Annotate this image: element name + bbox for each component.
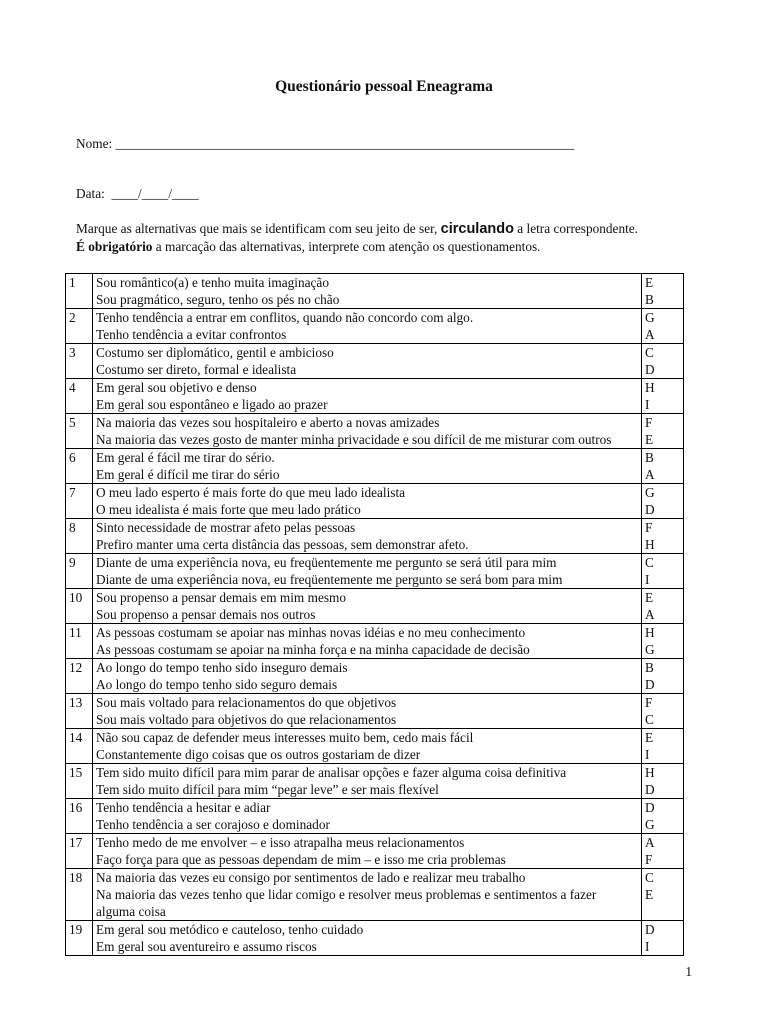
question-row [66,274,684,309]
name-blank: _____________________________________________________________________ [115,136,575,151]
answer-letter[interactable]: G [645,642,655,657]
option-text: Tenho tendência a evitar confrontos [96,327,287,342]
answer-letter[interactable]: F [645,520,653,535]
question-options [93,694,642,729]
option-text: Em geral é fácil me tirar do sério. [96,450,275,465]
answer-letter[interactable]: H [645,625,655,640]
question-number: 8 [66,519,93,554]
question-row [66,554,684,589]
question-options [93,921,642,956]
option-text: Na maioria das vezes gosto de manter minha privacidade e sou difícil de me misturar com outros [96,432,612,447]
answer-letter[interactable]: F [645,415,653,430]
question-options [93,519,642,554]
answer-letter[interactable]: E [645,275,654,290]
question-row [66,694,684,729]
question-row [66,379,684,414]
question-options [93,449,642,484]
answer-letter[interactable]: I [645,397,650,412]
option-text: Diante de uma experiência nova, eu freqüentemente me pergunto se será útil para mim [96,555,557,570]
question-number: 12 [66,659,93,694]
answer-letter[interactable]: H [645,537,655,552]
answer-letters [642,484,684,519]
question-number: 15 [66,764,93,799]
answer-letter[interactable]: D [645,502,655,517]
answer-letter[interactable]: D [645,362,655,377]
answer-letter[interactable]: B [645,450,654,465]
option-text: Tem sido muito difícil para mim parar de analisar opções e fazer alguma coisa definitiva [96,765,567,780]
question-row [66,589,684,624]
question-number: 6 [66,449,93,484]
question-row [66,799,684,834]
obligatory-text: a marcação das alternativas, interprete com atenção os questionamentos. [152,239,541,254]
instructions-line-1 [76,221,638,237]
option-text: Tenho tendência a hesitar e adiar [96,800,271,815]
answer-letters [642,344,684,379]
question-options [93,379,642,414]
option-text: Constantemente digo coisas que os outros gostariam de dizer [96,747,421,762]
option-text: Tenho tendência a entrar em conflitos, quando não concordo com algo. [96,310,474,325]
question-options [93,799,642,834]
option-text: As pessoas costumam se apoiar na minha força e na minha capacidade de decisão [96,642,530,657]
question-number: 4 [66,379,93,414]
answer-letter[interactable]: C [645,555,654,570]
option-text: As pessoas costumam se apoiar nas minhas novas idéias e no meu conhecimento [96,625,526,640]
answer-letter[interactable]: E [645,432,654,447]
option-text: Ao longo do tempo tenho sido seguro demais [96,677,338,692]
answer-letters [642,694,684,729]
page-title: Questionário pessoal Eneagrama [275,78,493,95]
date-field[interactable] [76,186,199,202]
option-text: O meu idealista é mais forte que meu lado prático [96,502,361,517]
question-options [93,554,642,589]
questionnaire-table [65,273,684,956]
answer-letter[interactable]: I [645,939,650,954]
question-number: 5 [66,414,93,449]
answer-letter[interactable]: C [645,345,654,360]
answer-letter[interactable]: F [645,695,653,710]
answer-letters [642,764,684,799]
answer-letter[interactable]: G [645,485,655,500]
question-options [93,729,642,764]
answer-letters [642,834,684,869]
date-label: Data: [76,186,105,201]
answer-letters [642,799,684,834]
question-number: 9 [66,554,93,589]
option-text: Sou romântico(a) e tenho muita imaginação [96,275,329,290]
answer-letter[interactable]: D [645,800,655,815]
answer-letters [642,869,684,921]
answer-letter[interactable]: F [645,852,653,867]
answer-letter[interactable]: I [645,572,650,587]
answer-letters [642,659,684,694]
question-options [93,344,642,379]
question-options [93,764,642,799]
question-options [93,414,642,449]
option-text: Faço força para que as pessoas dependam de mim – e isso me cria problemas [96,852,506,867]
question-row [66,449,684,484]
question-row [66,764,684,799]
answer-letter[interactable]: E [645,730,654,745]
date-blank: ____/____/____ [111,186,199,201]
question-options [93,834,642,869]
option-text: Prefiro manter uma certa distância das pessoas, sem demonstrar afeto. [96,537,469,552]
option-text: Tenho medo de me envolver – e isso atrapalha meus relacionamentos [96,835,465,850]
name-field[interactable] [76,136,574,152]
question-number: 17 [66,834,93,869]
question-number: 18 [66,869,93,921]
question-options [93,589,642,624]
answer-letter[interactable]: D [645,782,655,797]
option-text: Ao longo do tempo tenho sido inseguro demais [96,660,348,675]
answer-letters [642,624,684,659]
option-text: Em geral sou aventureiro e assumo riscos [96,939,317,954]
answer-letter[interactable]: D [645,677,655,692]
option-text: Não sou capaz de defender meus interesses muito bem, cedo mais fácil [96,730,474,745]
question-options [93,309,642,344]
option-text: Sou pragmático, seguro, tenho os pés no chão [96,292,340,307]
question-options [93,869,642,921]
answer-letter[interactable]: D [645,922,655,937]
answer-letter[interactable]: B [645,660,654,675]
answer-letter[interactable]: A [645,467,655,482]
question-row [66,624,684,659]
question-options [93,659,642,694]
answer-letters [642,729,684,764]
answer-letters [642,589,684,624]
question-number: 11 [66,624,93,659]
instructions-line-2 [76,239,541,255]
option-text: Na maioria das vezes tenho que lidar comigo e resolver meus problemas e sentimentos a fazer alguma coisa [96,887,597,919]
question-row [66,834,684,869]
option-text: Costumo ser diplomático, gentil e ambicioso [96,345,334,360]
question-row [66,519,684,554]
answer-letters [642,449,684,484]
answer-letters [642,274,684,309]
name-label: Nome: [76,136,113,151]
page-number: 1 [685,964,692,979]
obligatory-emphasis: É obrigatório [76,239,153,254]
question-options [93,624,642,659]
question-number: 10 [66,589,93,624]
answer-letter[interactable]: I [645,747,650,762]
question-row [66,484,684,519]
option-text: Sinto necessidade de mostrar afeto pelas pessoas [96,520,356,535]
question-options [93,484,642,519]
answer-letters [642,519,684,554]
answer-letters [642,379,684,414]
answer-letter[interactable]: B [645,292,654,307]
answer-letter[interactable]: A [645,607,655,622]
option-text: Diante de uma experiência nova, eu freqüentemente me pergunto se será bom para mim [96,572,563,587]
question-row [66,921,684,956]
option-text: Costumo ser direto, formal e idealista [96,362,297,377]
answer-letter[interactable]: C [645,870,654,885]
option-text: Tenho tendência a ser corajoso e dominador [96,817,330,832]
answer-letter[interactable]: A [645,835,655,850]
answer-letter[interactable]: G [645,817,655,832]
answer-letter[interactable]: E [645,590,654,605]
instructions-emphasis: circulando [440,221,514,237]
answer-letter[interactable]: H [645,380,655,395]
option-text: Tem sido muito difícil para mim “pegar leve” e ser mais flexível [96,782,439,797]
option-text: Sou mais voltado para objetivos do que relacionamentos [96,712,397,727]
question-row [66,414,684,449]
option-text: Sou propenso a pensar demais nos outros [96,607,316,622]
answer-letter[interactable]: G [645,310,655,325]
question-number: 13 [66,694,93,729]
answer-letter[interactable]: H [645,765,655,780]
question-number: 2 [66,309,93,344]
question-row [66,309,684,344]
option-text: Na maioria das vezes eu consigo por sentimentos de lado e realizar meu trabalho [96,870,526,885]
question-number: 1 [66,274,93,309]
question-row [66,869,684,921]
answer-letters [642,414,684,449]
option-text: Na maioria das vezes sou hospitaleiro e aberto a novas amizades [96,415,440,430]
question-row [66,729,684,764]
answer-letter[interactable]: E [645,887,654,902]
option-text: Em geral sou espontâneo e ligado ao prazer [96,397,328,412]
question-options [93,274,642,309]
question-number: 3 [66,344,93,379]
answer-letters [642,309,684,344]
instructions-text: Marque as alternativas que mais se identificam com seu jeito de ser, [76,221,441,236]
question-number: 16 [66,799,93,834]
option-text: Em geral é difícil me tirar do sério [96,467,280,482]
question-row [66,659,684,694]
question-number: 7 [66,484,93,519]
option-text: Em geral sou objetivo e denso [96,380,257,395]
answer-letter[interactable]: C [645,712,654,727]
option-text: Em geral sou metódico e cauteloso, tenho cuidado [96,922,364,937]
option-text: O meu lado esperto é mais forte do que meu lado idealista [96,485,406,500]
answer-letters [642,554,684,589]
answer-letters [642,921,684,956]
question-number: 14 [66,729,93,764]
option-text: Sou propenso a pensar demais em mim mesmo [96,590,347,605]
question-row [66,344,684,379]
option-text: Sou mais voltado para relacionamentos do que objetivos [96,695,397,710]
answer-letter[interactable]: A [645,327,655,342]
question-number: 19 [66,921,93,956]
instructions-text-end: a letra correspondente. [513,221,639,236]
